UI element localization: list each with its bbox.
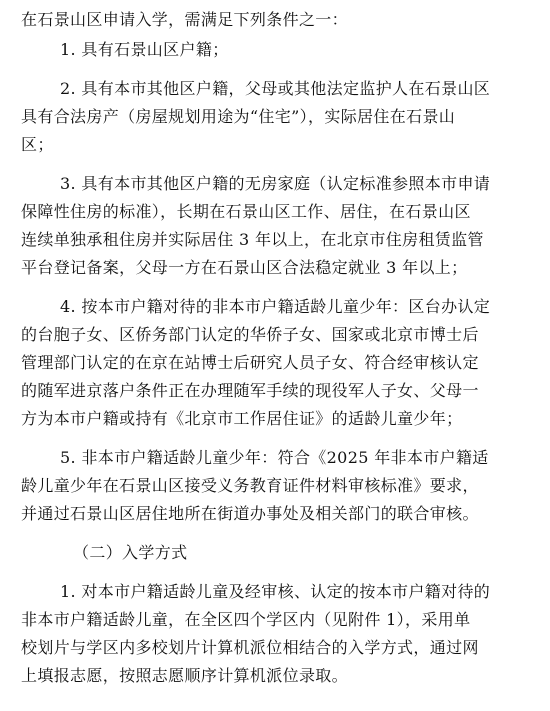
condition-line: 龄儿童少年在石景山区接受义务教育证件材料审核标准》要求， [21,476,479,495]
method-line: 上填报志愿，按照志愿顺序计算机派位录取。 [21,666,349,685]
condition-line: 2. 具有本市其他区户籍，父母或其他法定监护人在石景山区 [60,79,491,98]
section-heading: （二）入学方式 [73,543,188,562]
method-line: 校划片与学区内多校划片计算机派位相结合的入学方式，通过网 [21,638,479,657]
condition-5 [21,444,532,528]
condition-line: 的台胞子女、区侨务部门认定的华侨子女、国家或北京市博士后 [21,325,479,344]
condition-line: 连续单独承租住房并实际居住 3 年以上，在北京市住房租赁监管 [21,230,484,249]
condition-line: 5. 非本市户籍适龄儿童少年：符合《2025 年非本市户籍适 [60,448,489,467]
condition-line: 管理部门认定的在京在站博士后研究人员子女、符合经审核认定 [21,353,479,372]
condition-line: 的随军进京落户条件正在办理随军手续的现役军人子女、父母一 [21,381,479,400]
condition-line: 平台登记备案，父母一方在石景山区合法稳定就业 3 年以上； [21,258,468,277]
condition-line: 3. 具有本市其他区户籍的无房家庭（认定标准参照本市申请 [60,174,491,193]
condition-1 [21,36,532,64]
condition-4 [21,293,532,433]
condition-line: 1. 具有石景山区户籍； [60,40,229,59]
condition-2 [21,75,532,159]
condition-line: 具有合法房产（房屋规划用途为“住宅”），实际居住在石景山 [21,107,456,126]
condition-line: 4. 按本市户籍对待的非本市户籍适龄儿童少年：区台办认定 [60,297,491,316]
condition-line: 保障性住房的标准），长期在石景山区工作、居住，在石景山区 [21,202,471,221]
condition-line: 方为本市户籍或持有《北京市工作居住证》的适龄儿童少年； [21,409,463,428]
method-line: 非本市户籍适龄儿童，在全区四个学区内（见附件 1），采用单 [21,610,471,629]
condition-3 [21,170,532,282]
condition-line: 区； [21,135,54,154]
method-paragraph [21,578,532,690]
intro-line: 在石景山区申请入学，需满足下列条件之一： [21,10,349,29]
condition-line: 并通过石景山区居住地所在街道办事处及相关部门的联合审核。 [21,504,479,523]
method-line: 1. 对本市户籍适龄儿童及经审核、认定的按本市户籍对待的 [60,582,491,601]
